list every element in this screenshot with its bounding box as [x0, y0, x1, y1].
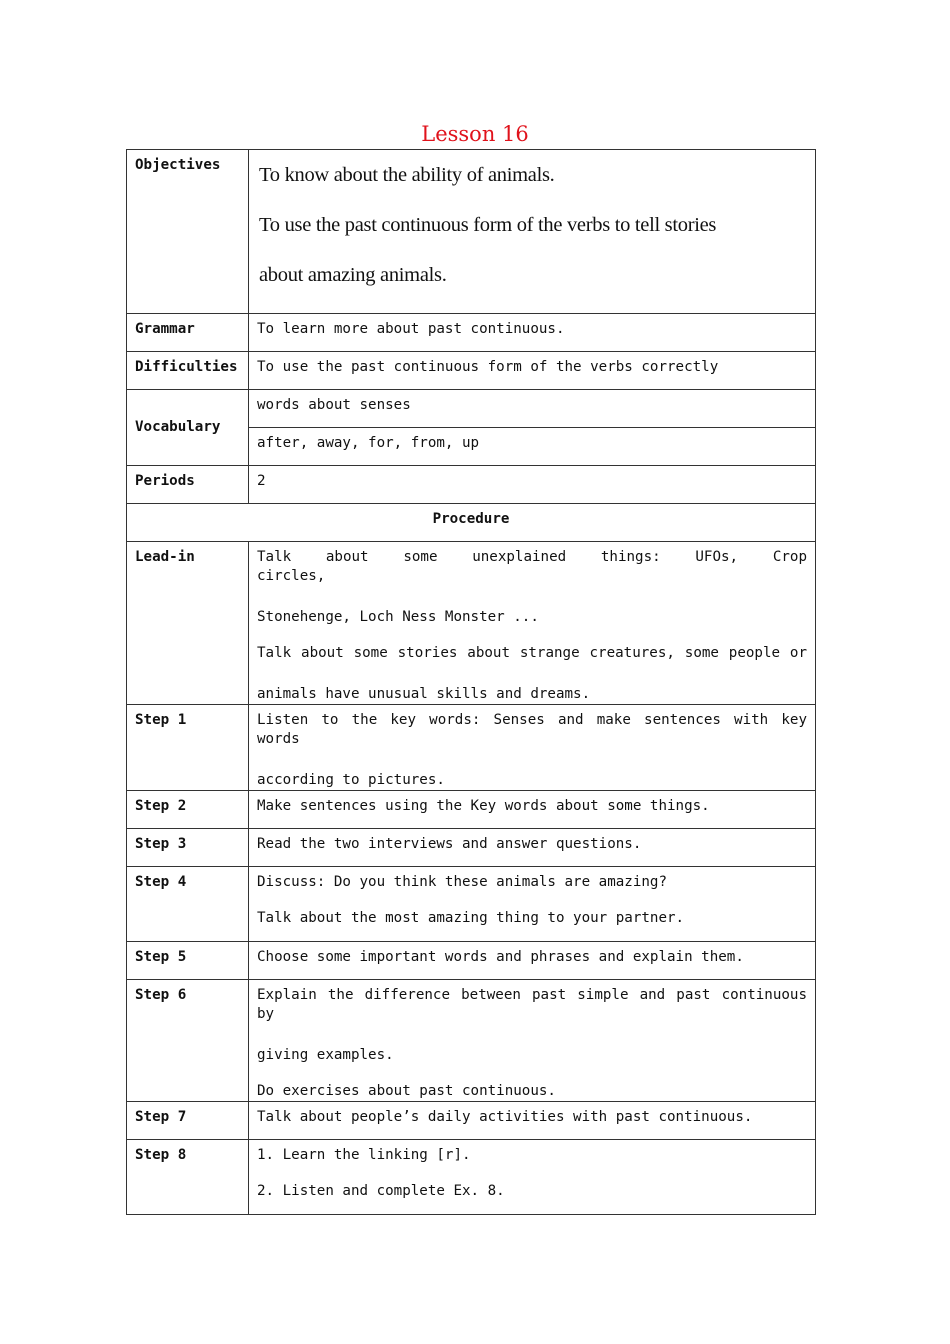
- step-line: animals have unusual skills and dreams.: [257, 686, 591, 702]
- vocabulary-item: after, away, for, from, up: [249, 428, 816, 466]
- procedure-row: [127, 791, 816, 829]
- step-line: Make sentences using the Key words about some things.: [249, 791, 816, 829]
- step-content: [249, 1140, 816, 1215]
- procedure-row: [127, 980, 816, 1102]
- step-line: Do exercises about past continuous.: [257, 1083, 556, 1099]
- step-line: Listen to the key words: Senses and make sentences with key words: [257, 712, 807, 747]
- objective-line: about amazing animals.: [259, 264, 447, 286]
- objective-line: To know about the ability of animals.: [259, 164, 555, 186]
- vocabulary-row: [127, 390, 816, 428]
- step-line: according to pictures.: [257, 772, 445, 788]
- step-label: Step 7: [127, 1102, 249, 1140]
- step-line: Stonehenge, Loch Ness Monster ...: [257, 609, 539, 625]
- step-line: Explain the difference between past simple and past continuous by: [257, 987, 807, 1022]
- step-label: Step 4: [127, 867, 249, 942]
- step-label: Step 6: [127, 980, 249, 1102]
- grammar-label: Grammar: [127, 314, 249, 352]
- procedure-header: Procedure: [127, 504, 816, 542]
- objectives-label: Objectives: [127, 150, 249, 314]
- objective-line: To use the past continuous form of the verbs to tell stories: [259, 214, 717, 236]
- periods-row: [127, 466, 816, 504]
- procedure-row: [127, 705, 816, 791]
- step-label: Step 2: [127, 791, 249, 829]
- step-line: Discuss: Do you think these animals are amazing?: [257, 874, 667, 890]
- procedure-row: [127, 1140, 816, 1215]
- lesson-plan-table: [126, 149, 816, 1215]
- procedure-row: [127, 542, 816, 705]
- difficulties-row: [127, 352, 816, 390]
- step-line: Talk about some stories about strange creatures, some people or: [257, 645, 807, 661]
- procedure-row: [127, 867, 816, 942]
- periods-label: Periods: [127, 466, 249, 504]
- vocabulary-label: Vocabulary: [127, 390, 249, 466]
- step-label: Step 3: [127, 829, 249, 867]
- grammar-row: [127, 314, 816, 352]
- step-line: Choose some important words and phrases and explain them.: [249, 942, 816, 980]
- page-title: Lesson 16: [421, 122, 529, 146]
- step-line: 1. Learn the linking [r].: [257, 1147, 471, 1163]
- difficulties-text: To use the past continuous form of the verbs correctly: [249, 352, 816, 390]
- step-line: giving examples.: [257, 1047, 394, 1063]
- step-label: Step 1: [127, 705, 249, 791]
- vocabulary-item: words about senses: [249, 390, 816, 428]
- step-content: [249, 705, 816, 791]
- step-label: Step 8: [127, 1140, 249, 1215]
- step-line: Read the two interviews and answer questions.: [249, 829, 816, 867]
- procedure-row: [127, 942, 816, 980]
- step-line: Talk about people’s daily activities with past continuous.: [249, 1102, 816, 1140]
- difficulties-label: Difficulties: [127, 352, 249, 390]
- step-content: [249, 867, 816, 942]
- grammar-text: To learn more about past continuous.: [249, 314, 816, 352]
- step-line: Talk about some unexplained things: UFOs, Crop circles,: [257, 549, 807, 584]
- step-line: Talk about the most amazing thing to your partner.: [257, 910, 685, 926]
- step-label: Step 5: [127, 942, 249, 980]
- step-content: [249, 542, 816, 705]
- procedure-row: [127, 829, 816, 867]
- step-label: Lead-in: [127, 542, 249, 705]
- step-line: 2. Listen and complete Ex. 8.: [257, 1183, 505, 1199]
- procedure-header-row: [127, 504, 816, 542]
- periods-value: 2: [249, 466, 816, 504]
- step-content: [249, 980, 816, 1102]
- objectives-content: [249, 150, 816, 314]
- objectives-row: [127, 150, 816, 314]
- procedure-row: [127, 1102, 816, 1140]
